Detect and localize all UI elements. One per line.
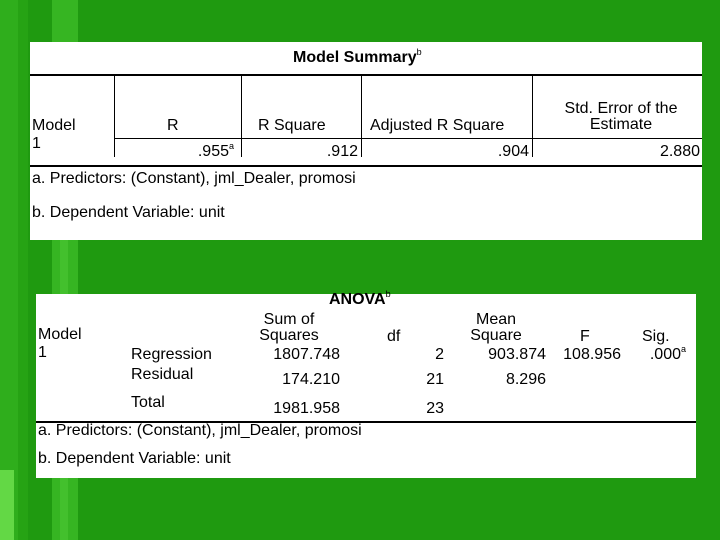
anova-header-mean-square-line2: Square bbox=[470, 327, 522, 344]
anova-cell-df: 21 bbox=[426, 371, 444, 388]
anova-cell-sum-squares: 1981.958 bbox=[273, 400, 340, 417]
cell-adjusted-r-square: .904 bbox=[497, 143, 529, 160]
header-underline bbox=[114, 138, 702, 139]
anova-title-sup: b bbox=[385, 289, 391, 299]
anova-header-sum-squares bbox=[244, 312, 334, 344]
anova-cell-sum-squares: 1807.748 bbox=[273, 346, 340, 363]
cell-r bbox=[150, 143, 234, 161]
column-divider bbox=[114, 75, 115, 157]
background-stripe bbox=[0, 470, 14, 540]
anova-footnote-a: a. Predictors: (Constant), jml_Dealer, promosi bbox=[38, 422, 362, 439]
anova-row-label: Residual bbox=[131, 366, 194, 383]
header-std-error-line1: Std. Error of the bbox=[564, 100, 678, 117]
anova-row-label: Regression bbox=[131, 346, 212, 363]
header-std-error-line2: Estimate bbox=[589, 116, 653, 133]
model-summary-table bbox=[30, 42, 702, 240]
anova-cell-sig-value: .000 bbox=[649, 346, 681, 363]
header-std-error bbox=[540, 101, 702, 133]
anova-header-sig: Sig. bbox=[642, 328, 670, 345]
anova-cell-f: 108.956 bbox=[563, 346, 621, 363]
header-r-square: R Square bbox=[258, 117, 326, 134]
row-model-number: 1 bbox=[32, 135, 41, 152]
cell-r-square: .912 bbox=[326, 143, 358, 160]
anova-header-mean-square bbox=[451, 312, 541, 344]
anova-header-mean-square-line1: Mean bbox=[475, 311, 517, 328]
header-rule bbox=[30, 74, 702, 76]
cell-r-value: .955 bbox=[197, 143, 229, 160]
column-divider bbox=[361, 75, 362, 157]
anova-header-f: F bbox=[580, 328, 590, 345]
model-summary-title-sup: b bbox=[416, 47, 422, 57]
anova-row-label: Total bbox=[131, 394, 165, 411]
anova-title-text: ANOVA bbox=[329, 291, 386, 308]
model-summary-title-text: Model Summary bbox=[293, 49, 417, 66]
anova-cell-sum-squares: 174.210 bbox=[282, 371, 340, 388]
header-model: Model bbox=[32, 117, 76, 134]
background-stripe bbox=[0, 0, 18, 540]
anova-header-sum-squares-line2: Squares bbox=[259, 327, 319, 344]
column-divider bbox=[532, 75, 533, 157]
model-summary-title bbox=[293, 49, 422, 67]
anova-cell-sig-sup: a bbox=[680, 344, 686, 354]
bottom-rule bbox=[30, 165, 702, 167]
anova-cell-sig bbox=[626, 346, 686, 364]
anova-model-number: 1 bbox=[38, 344, 47, 361]
anova-title bbox=[329, 291, 391, 309]
anova-header-df: df bbox=[387, 328, 401, 345]
background-stripe bbox=[18, 0, 28, 540]
footnote-a: a. Predictors: (Constant), jml_Dealer, promosi bbox=[32, 170, 356, 187]
anova-table bbox=[36, 289, 696, 478]
anova-header-sum-squares-line1: Sum of bbox=[263, 311, 315, 328]
anova-header-model: Model bbox=[38, 326, 82, 343]
anova-cell-mean-square: 8.296 bbox=[505, 371, 546, 388]
column-divider bbox=[241, 75, 242, 157]
anova-cell-df: 23 bbox=[426, 400, 444, 417]
cell-std-error: 2.880 bbox=[659, 143, 700, 160]
footnote-b: b. Dependent Variable: unit bbox=[32, 204, 225, 221]
header-adjusted-r-square: Adjusted R Square bbox=[370, 117, 505, 134]
anova-footnote-b: b. Dependent Variable: unit bbox=[38, 450, 231, 467]
anova-cell-df: 2 bbox=[435, 346, 444, 363]
cell-r-sup: a bbox=[228, 141, 234, 151]
header-r: R bbox=[167, 117, 179, 134]
anova-cell-mean-square: 903.874 bbox=[488, 346, 546, 363]
